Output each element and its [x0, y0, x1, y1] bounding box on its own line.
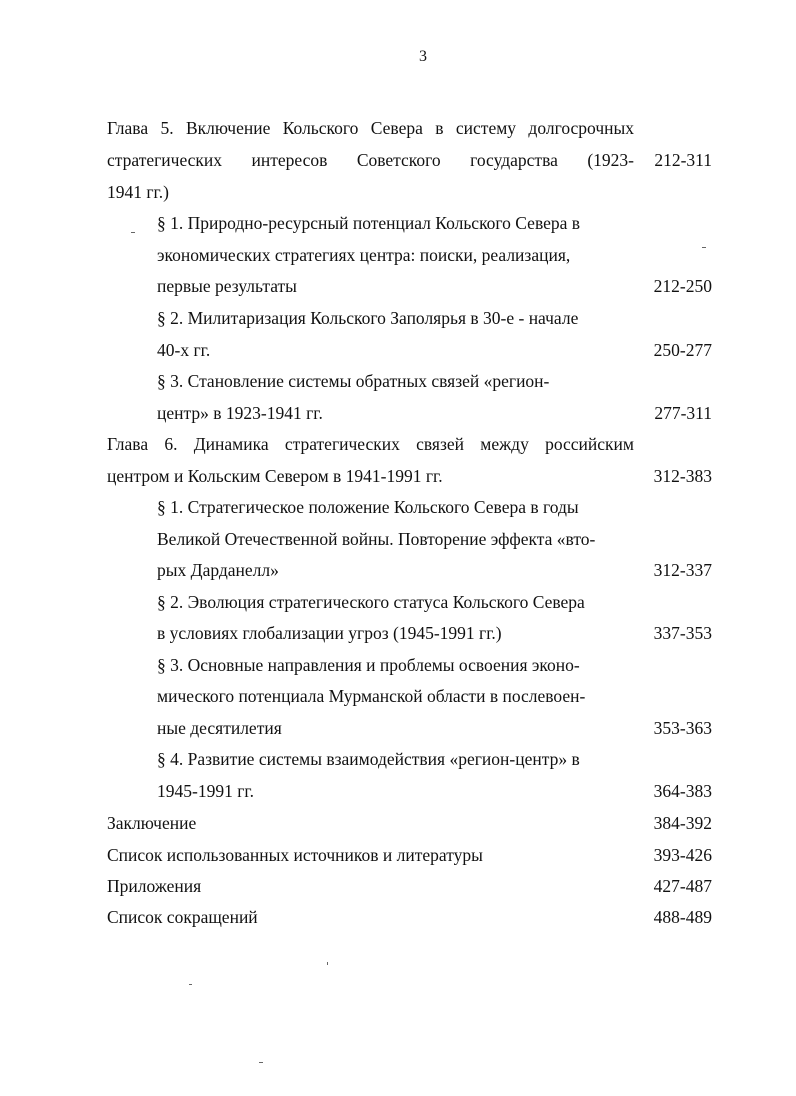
ch5-section-1-line-2: экономических стратегиях центра: поиски, реализация, [157, 245, 571, 265]
scan-speck [327, 962, 328, 965]
ch6-section-3-line-1: § 3. Основные направления и проблемы освоения эконо- [157, 655, 580, 675]
ch6-section-1-pages: 312-337 [653, 560, 712, 580]
chapter-5-pages: 212-311 [654, 150, 712, 170]
conclusion-pages: 384-392 [653, 813, 712, 833]
ch6-section-2-pages: 337-353 [653, 623, 712, 643]
ch5-section-3-pages: 277-311 [654, 403, 712, 423]
ch6-section-3-pages: 353-363 [653, 718, 712, 738]
chapter-6-title-line-2: центром и Кольским Севером в 1941-1991 гг. [107, 466, 443, 486]
sources-pages: 393-426 [653, 845, 712, 865]
ch6-section-1-line-3: рых Дарданелл» [157, 560, 279, 580]
ch5-section-1-line-3: первые результаты [157, 276, 297, 296]
ch5-section-2-line-2: 40-х гг. [157, 340, 211, 360]
ch5-section-2-line-1: § 2. Милитаризация Кольского Заполярья в 30-е - начале [157, 308, 579, 328]
ch6-section-1-line-1: § 1. Стратегическое положение Кольского Севера в годы [157, 497, 579, 517]
chapter-5-title-line-2: стратегических интересов Советского государства (1923- [107, 150, 634, 170]
ch6-section-4-line-2: 1945-1991 гг. [157, 781, 254, 801]
conclusion-title: Заключение [107, 813, 197, 833]
ch6-section-2-line-1: § 2. Эволюция стратегического статуса Кольского Севера [157, 592, 585, 612]
ch5-section-2-pages: 250-277 [653, 340, 712, 360]
chapter-5-title-line-3: 1941 гг.) [107, 182, 169, 202]
ch5-section-3-line-2: центр» в 1923-1941 гг. [157, 403, 323, 423]
scan-speck [259, 1062, 263, 1063]
ch5-section-1-pages: 212-250 [653, 276, 712, 296]
abbreviations-pages: 488-489 [653, 907, 712, 927]
ch6-section-4-line-1: § 4. Развитие системы взаимодействия «регион-центр» в [157, 749, 580, 769]
chapter-6-pages: 312-383 [653, 466, 712, 486]
ch5-section-1-line-1: § 1. Природно-ресурсный потенциал Кольского Севера в [157, 213, 581, 233]
ch6-section-3-line-3: ные десятилетия [157, 718, 282, 738]
ch6-section-1-line-2: Великой Отечественной войны. Повторение эффекта «вто- [157, 529, 596, 549]
ch6-section-4-pages: 364-383 [653, 781, 712, 801]
chapter-6-title-line-1: Глава 6. Динамика стратегических связей между российским [107, 434, 634, 454]
ch6-section-2-line-2: в условиях глобализации угроз (1945-1991 гг.) [157, 623, 502, 643]
appendices-pages: 427-487 [653, 876, 712, 896]
ch6-section-3-line-2: мического потенциала Мурманской области в послевоен- [157, 686, 586, 706]
abbreviations-title: Список сокращений [107, 907, 258, 927]
scan-speck [189, 984, 192, 985]
page-number: 3 [419, 48, 427, 65]
scan-speck [131, 232, 135, 233]
ch5-section-3-line-1: § 3. Становление системы обратных связей «регион- [157, 371, 550, 391]
sources-title: Список использованных источников и литературы [107, 845, 483, 865]
chapter-5-title-line-1: Глава 5. Включение Кольского Севера в систему долгосрочных [107, 118, 634, 138]
scan-speck [702, 247, 706, 248]
appendices-title: Приложения [107, 876, 202, 896]
